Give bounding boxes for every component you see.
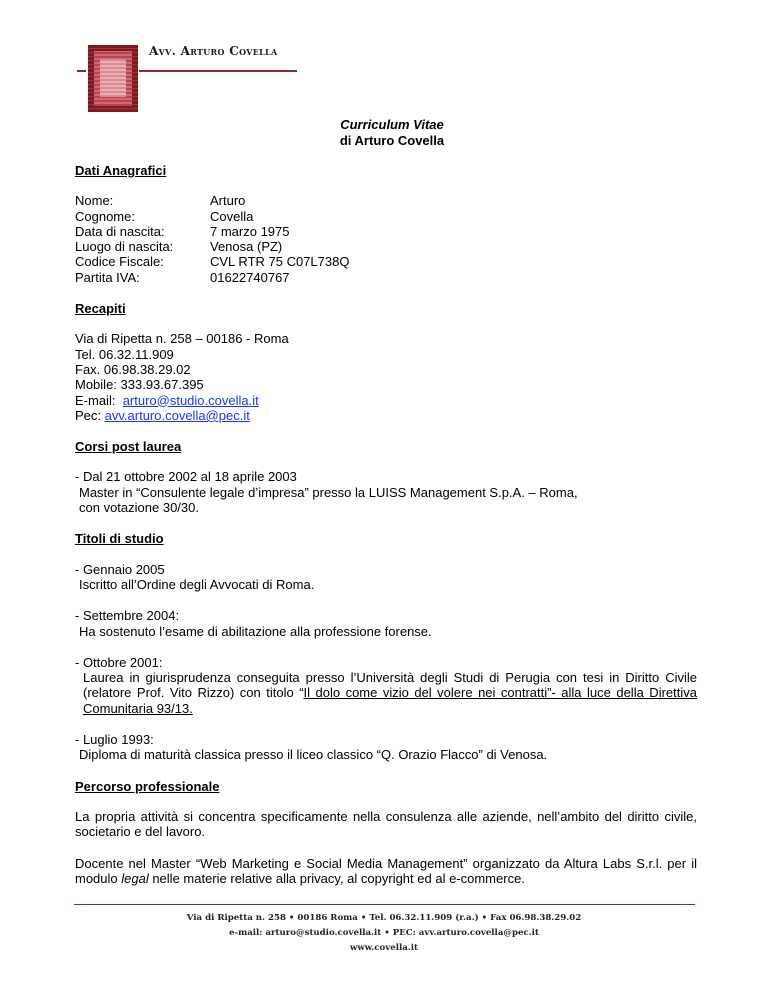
titolo-text: Ha sostenuto l’esame di abilitazione alla professione forense. — [79, 623, 432, 639]
titolo-date: - Gennaio 2005 — [75, 561, 165, 577]
percorso-text-a: Docente nel Master “Web Marketing e Social Media Management” organizzato da Altura Labs S.r.l. per il modulo — [75, 855, 697, 886]
logo-tick — [77, 70, 86, 72]
field-label: Codice Fiscale: — [75, 254, 164, 270]
heading-dati-anagrafici: Dati Anagrafici — [75, 163, 167, 178]
email-label: E-mail: — [75, 392, 116, 408]
footer-line-2: e-mail: arturo@studio.covella.it • PEC: avv.arturo.covella@pec.it — [229, 928, 539, 938]
titolo-date: - Ottobre 2001: — [75, 654, 163, 670]
firm-logo — [88, 45, 138, 112]
field-label: Cognome: — [75, 208, 135, 224]
thesis-title: Il dolo come vizio del volere nei contratti”- alla luce della Direttiva Comunitaria 93/13. — [83, 685, 697, 716]
heading-titoli: Titoli di studio — [75, 531, 164, 547]
address: Via di Ripetta n. 258 – 00186 - Roma — [75, 331, 289, 347]
field-value: Venosa (PZ) — [210, 239, 283, 255]
heading-recapiti: Recapiti — [75, 301, 126, 317]
field-value: Arturo — [210, 193, 246, 209]
heading-corsi: Corsi post laurea — [75, 439, 182, 455]
field-row — [75, 193, 697, 208]
footer-line-3: www.covella.it — [349, 943, 419, 953]
titolo-text: Iscritto all’Ordine degli Avvocati di Roma. — [79, 576, 315, 592]
laurea-text: Laurea in giurisprudenza conseguita presso l’Università degli Studi di Perugia con tesi in Diritto Civile (relatore Prof. Vito Rizzo) con titolo “ — [83, 670, 697, 701]
field-label: Luogo di nascita: — [75, 239, 174, 255]
titolo-date: - Settembre 2004: — [75, 608, 180, 624]
field-value: 7 marzo 1975 — [210, 223, 290, 239]
email-link[interactable]: arturo@studio.covella.it — [122, 392, 259, 408]
pec-link[interactable]: avv.arturo.covella@pec.it — [104, 407, 250, 423]
field-row — [75, 209, 697, 224]
firm-name: Avv. Arturo Covella — [149, 44, 278, 58]
field-row — [75, 224, 697, 239]
field-label: Partita IVA: — [75, 269, 140, 285]
corso-text-2: con votazione 30/30. — [79, 500, 199, 516]
mobile: Mobile: 333.93.67.395 — [75, 377, 204, 393]
percorso-emphasis: legal — [121, 870, 149, 886]
field-row — [75, 239, 697, 254]
title-line-2: di Arturo Covella — [339, 133, 445, 148]
titolo-text: Diploma di maturità classica presso il liceo classico “Q. Orazio Flacco” di Venosa. — [79, 747, 548, 763]
corso-date: - Dal 21 ottobre 2002 al 18 aprile 2003 — [75, 469, 297, 485]
field-value: 01622740767 — [210, 269, 290, 285]
percorso-paragraph-2 — [75, 856, 697, 887]
footer-line-1: Via di Ripetta n. 258 • 00186 Roma • Tel. 06.32.11.909 (r.a.) • Fax 06.98.38.29.02 — [186, 913, 582, 923]
footer — [0, 911, 768, 956]
title-line-1: Curriculum Vitae — [340, 117, 444, 132]
corso-text: Master in “Consulente legale d’impresa” presso la LUISS Management S.p.A. – Roma, — [79, 484, 578, 500]
document-title — [0, 117, 768, 149]
field-row — [75, 270, 697, 285]
fax: Fax. 06.98.38.29.02 — [75, 361, 191, 377]
email-line — [75, 393, 697, 408]
field-value: Covella — [210, 208, 254, 224]
field-row — [75, 254, 697, 269]
percorso-text-b: nelle materie relative alla privacy, al copyright ed al e-commerce. — [148, 870, 525, 886]
percorso-paragraph-1: La propria attività si concentra specificamente nella consulenza alle aziende, nell’ambito del diritto civile, societario e del lavoro. — [75, 808, 697, 840]
titolo-text-laurea — [75, 670, 697, 716]
footer-rule — [74, 904, 695, 905]
field-label: Data di nascita: — [75, 223, 165, 239]
titolo-date: - Luglio 1993: — [75, 732, 154, 748]
field-value: CVL RTR 75 C07L738Q — [210, 254, 350, 270]
document-body — [75, 163, 697, 886]
field-label: Nome: — [75, 193, 114, 209]
pec-label: Pec: — [75, 407, 102, 423]
phone: Tel. 06.32.11.909 — [75, 346, 174, 362]
heading-percorso: Percorso professionale — [75, 778, 220, 794]
header-rule — [139, 70, 297, 72]
pec-line — [75, 408, 697, 423]
